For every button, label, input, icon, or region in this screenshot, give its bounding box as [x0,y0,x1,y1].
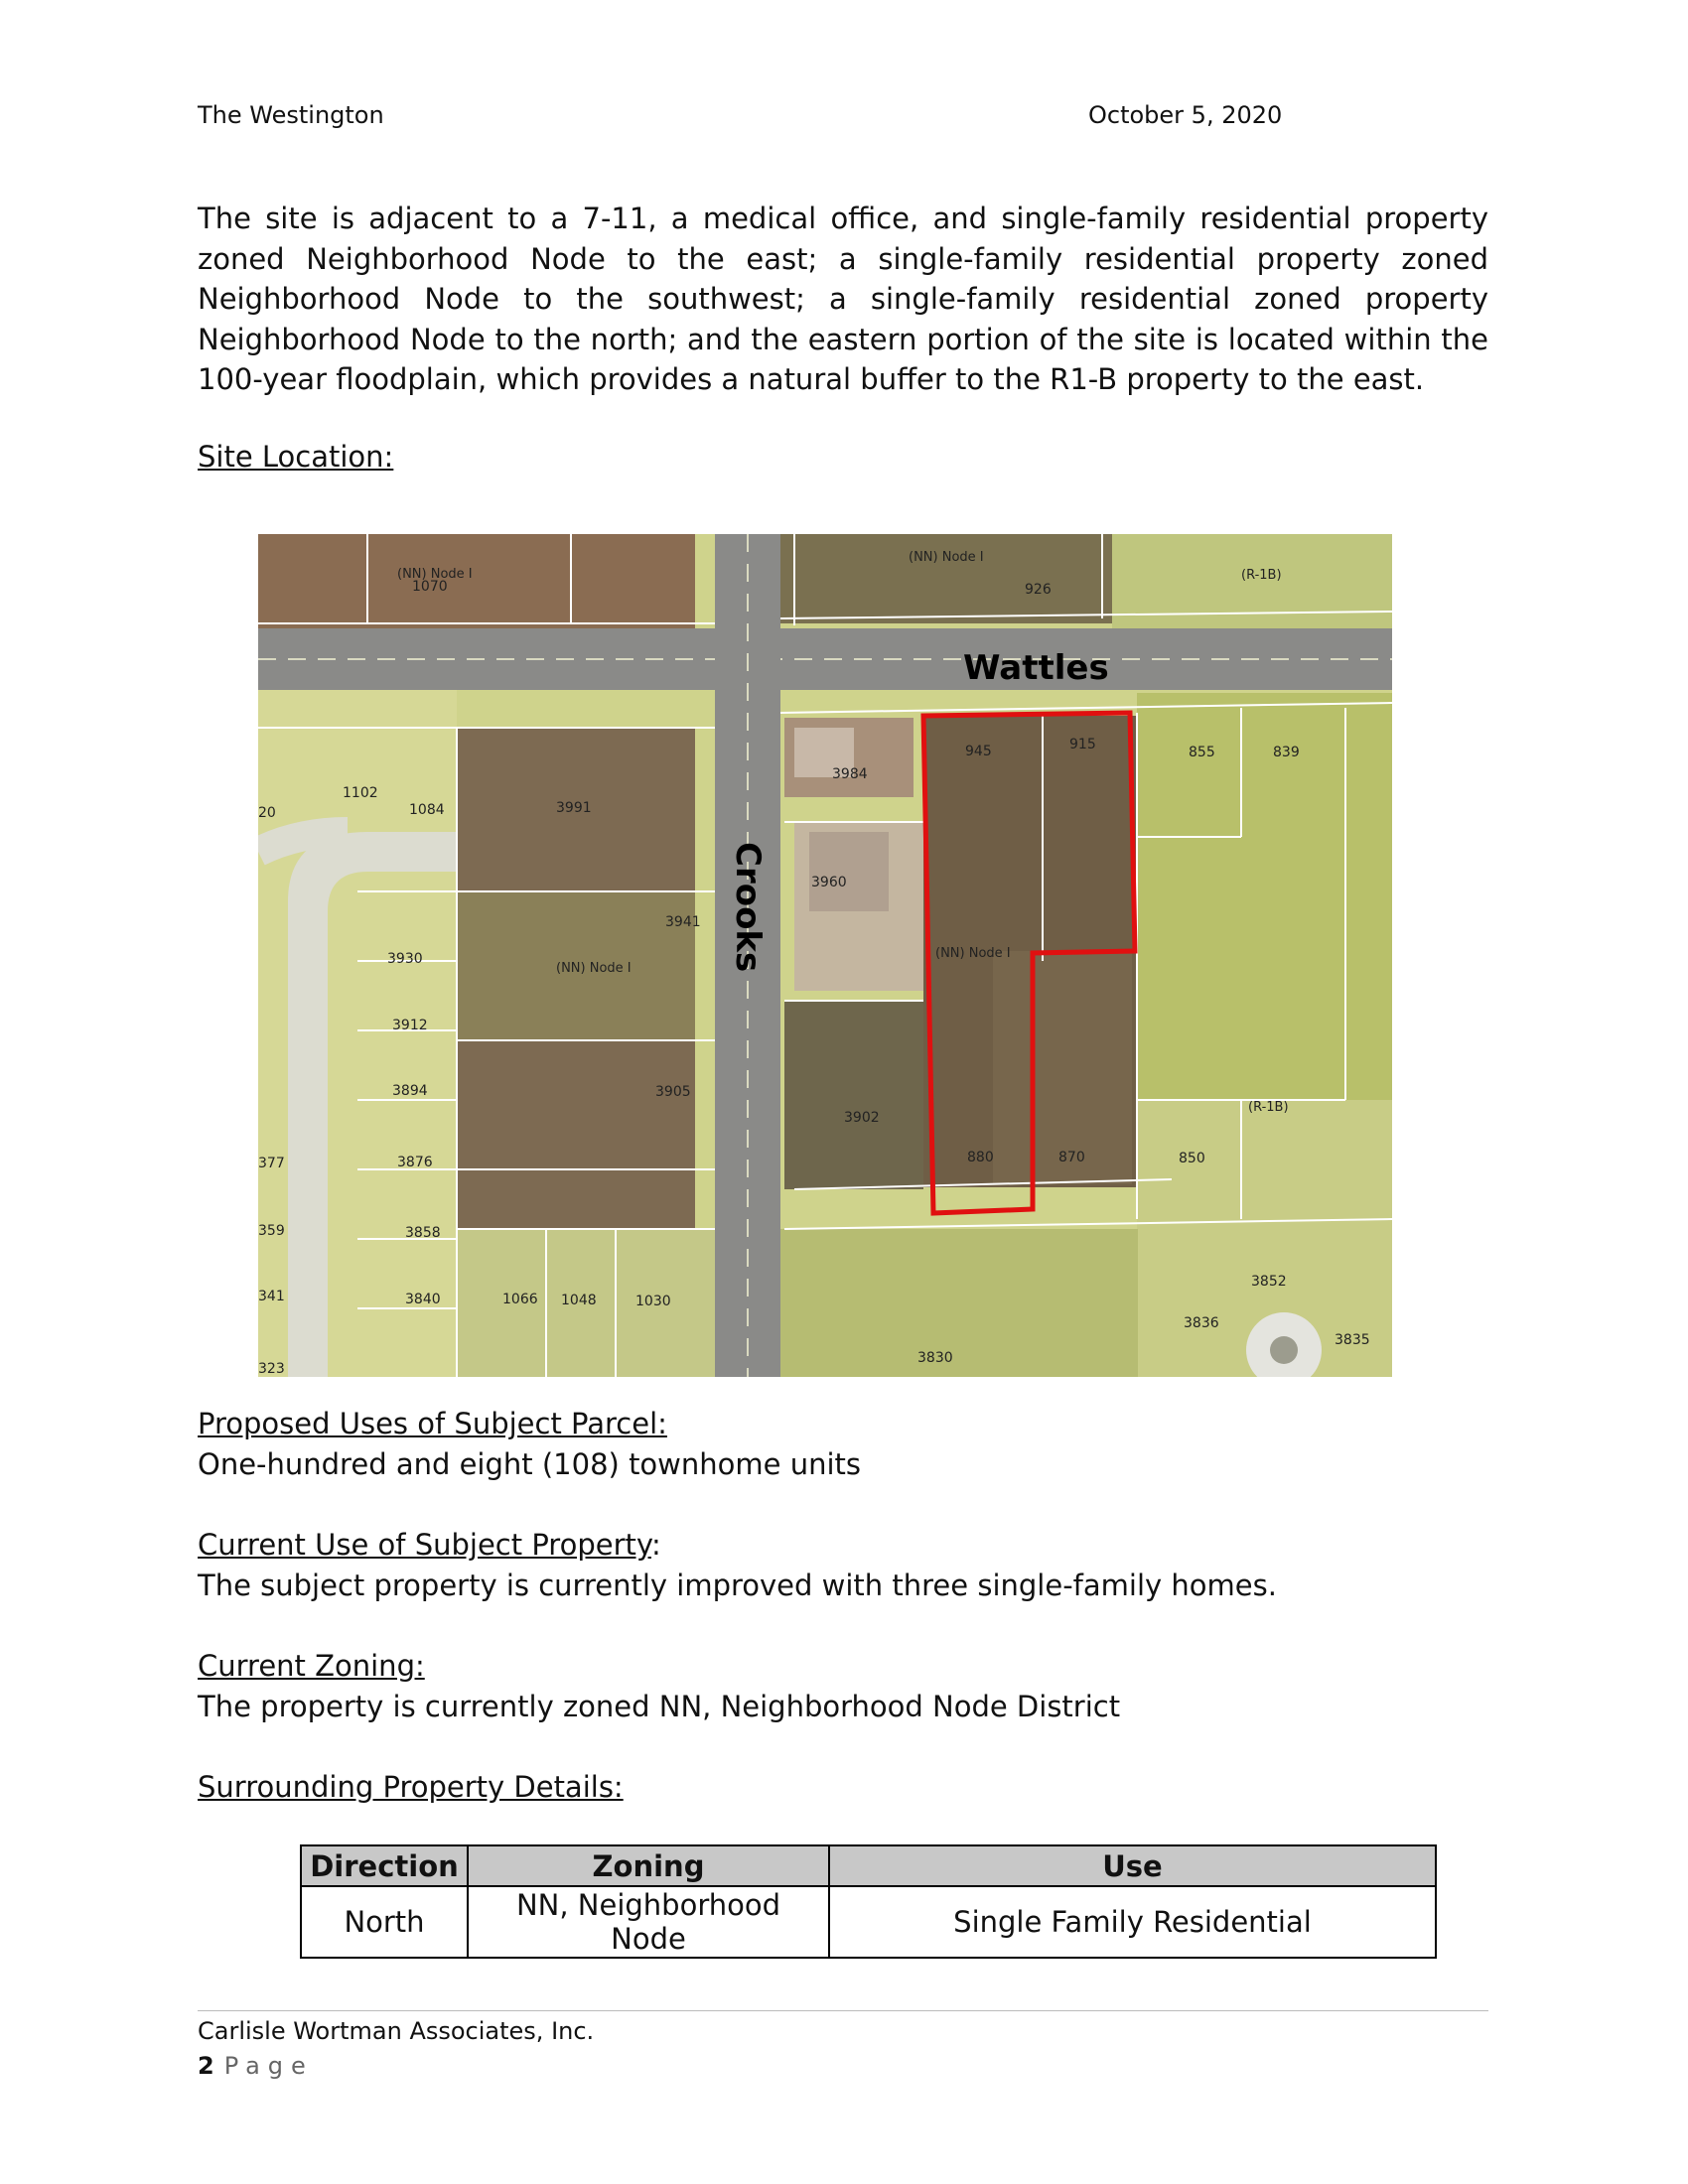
current-use-heading: Current Use of Subject Property [198,1528,651,1562]
parcel-number: 926 [1025,582,1052,598]
wattles-street-label: Wattles [963,648,1109,688]
zone-label: (NN) Node I [556,961,632,976]
parcel-number: 3960 [811,875,847,890]
parcel-number: 3840 [405,1292,441,1307]
parcel-number: 341 [258,1289,285,1304]
parcel-number: 1066 [502,1292,538,1307]
zone-label: (R-1B) [1248,1100,1289,1115]
proposed-uses-text: One-hundred and eight (108) townhome units [198,1447,862,1481]
parcel-number: 1070 [412,579,448,595]
footer-divider [198,2010,1488,2011]
parcel-number: 3836 [1184,1315,1219,1331]
parcel-number: 945 [965,744,992,759]
parcel-number: 3905 [655,1084,691,1100]
cell-use: Single Family Residential [829,1886,1436,1958]
current-use-text: The subject property is currently improved with three single-family homes. [198,1569,1277,1602]
parcel-number: 3858 [405,1225,441,1241]
parcel-number: 1030 [635,1294,671,1309]
current-zoning-heading: Current Zoning: [198,1649,425,1683]
parcel-number: 377 [258,1156,285,1171]
crooks-street-label: Crooks [728,842,768,973]
parcel-number: 3852 [1251,1274,1287,1290]
parcel-number: 839 [1273,745,1300,760]
cell-direction: North [301,1886,468,1958]
site-location-heading: Site Location: [198,440,394,474]
parcel-number: 3876 [397,1155,433,1170]
parcel-number: 323 [258,1361,285,1377]
header-date: October 5, 2020 [1088,101,1283,129]
parcel-number: 870 [1058,1150,1085,1165]
surrounding-property-table [300,1844,1437,1959]
current-use-heading-line [198,1528,661,1562]
zone-label: (NN) Node I [397,567,473,582]
page-number: 2 [198,2052,214,2080]
parcel-number: 3991 [556,800,592,816]
zone-label: (NN) Node I [935,946,1011,961]
footer-page-label [198,2052,314,2080]
page-word: Page [223,2052,314,2080]
parcel-number: 915 [1069,737,1096,752]
footer-company: Carlisle Wortman Associates, Inc. [198,2017,595,2045]
parcel-number: 3912 [392,1018,428,1033]
surrounding-heading: Surrounding Property Details: [198,1770,624,1804]
parcel-number: 1048 [561,1293,597,1308]
parcel-number: 880 [967,1150,994,1165]
parcel-number: 855 [1189,745,1215,760]
table-row [301,1886,1436,1958]
parcel-number: 3894 [392,1083,428,1099]
column-header-use: Use [829,1845,1436,1886]
parcel-number: 850 [1179,1151,1205,1166]
proposed-uses-heading: Proposed Uses of Subject Parcel: [198,1407,667,1440]
parcel-number: 359 [258,1223,285,1239]
site-location-map [258,534,1392,1377]
parcel-number: 20 [258,805,276,821]
current-zoning-text: The property is currently zoned NN, Neighborhood Node District [198,1690,1121,1723]
current-use-colon: : [650,1528,661,1562]
intro-paragraph: The site is adjacent to a 7-11, a medical office, and single-family residential property zoned Neighborhood Node to the east; a single-family residential property zoned Neighborhood Node to the southwest; a single-family residential zoned property Neighborhood Node to the north; and the eastern portion of the site is located within the 100-year floodplain, which provides a natural buffer to the R1-B property to the east. [198,202,1488,396]
parcel-number: 3835 [1335,1332,1370,1348]
zone-label: (NN) Node I [909,550,984,565]
parcel-number: 1102 [343,785,378,801]
parcel-number: 3902 [844,1110,880,1126]
parcel-number: 3984 [832,766,868,782]
header-title: The Westington [198,101,384,129]
column-header-direction: Direction [301,1845,468,1886]
zone-label: (R-1B) [1241,568,1282,583]
parcel-number: 1084 [409,802,445,818]
parcel-number: 3930 [387,951,423,967]
cell-zoning: NN, Neighborhood Node [468,1886,829,1958]
parcel-number: 3941 [665,914,701,930]
parcel-number: 3830 [917,1350,953,1366]
table-header-row [301,1845,1436,1886]
column-header-zoning: Zoning [468,1845,829,1886]
